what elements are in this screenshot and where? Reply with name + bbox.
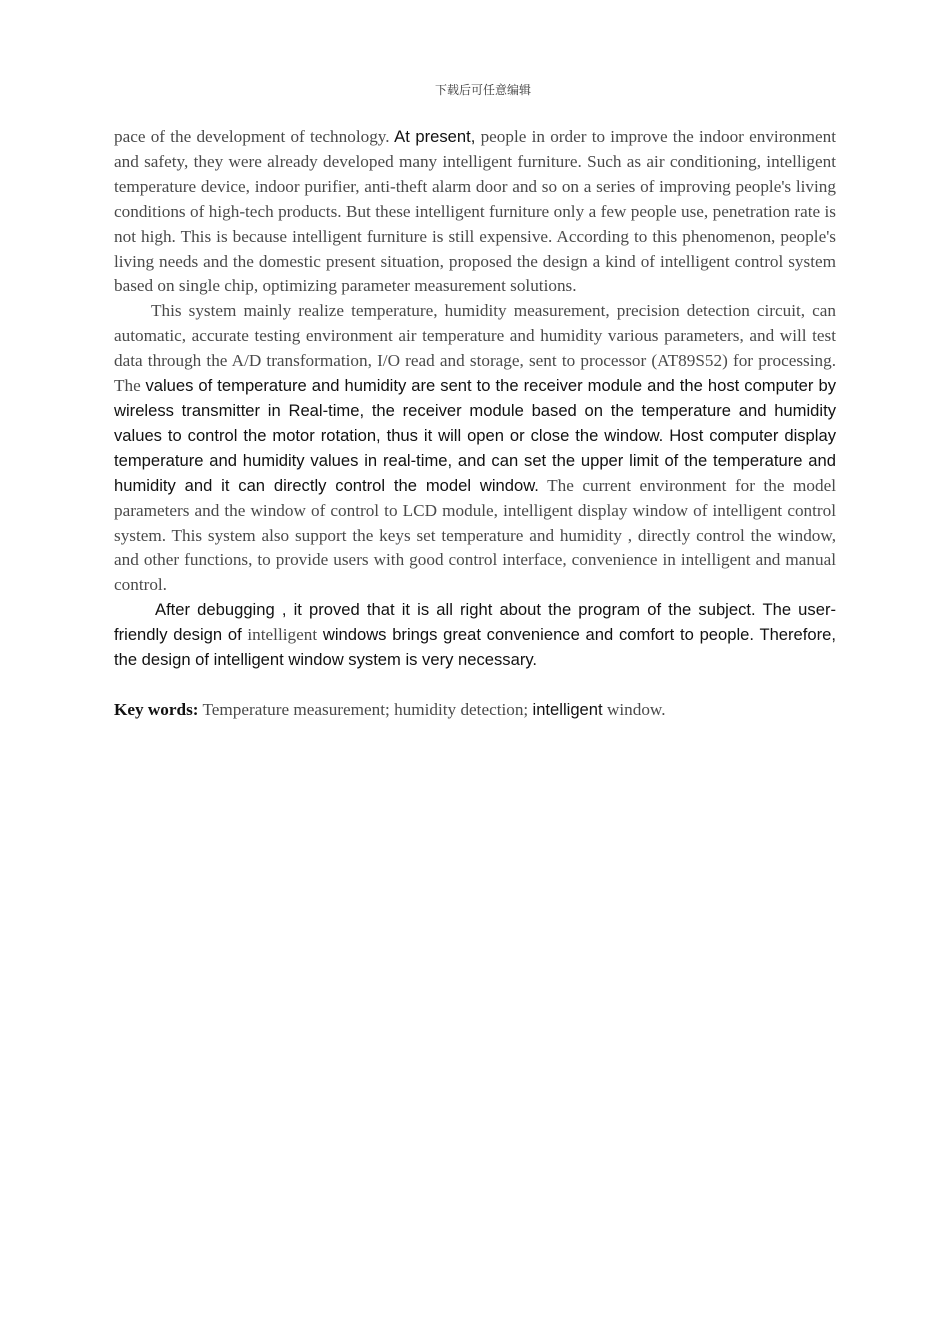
abstract-body: [114, 125, 836, 723]
paragraph-2-text-b: values of temperature and humidity are sent to the receiver module and the host computer by wireless transmitter in Real-time, the receiver module based on the temperature and humidity values to control the motor rotation, thus it will open or close the window. Host computer display temperature and humidity values in real-time, and can set the upper limit of the temperature and humidity and it can directly control the model window.: [114, 376, 836, 495]
paragraph-1: [114, 125, 836, 299]
paragraph-2: [114, 299, 836, 598]
paragraph-3-text-b: intelligent: [247, 625, 318, 645]
paragraph-3-text-a: After debugging , it proved that it is all right about the program of the subject. The user-friendly design of: [114, 600, 836, 645]
paragraph-1-text-c: people in order to improve the indoor environment and safety, they were already developed many intelligent furniture. Such as air conditioning, intelligent temperature device, indoor purifier, anti-theft alarm door and so on a series of improving people's living conditions of high-tech products. But these intelligent furniture only a few people use, penetration rate is not high. This is because intelligent furniture is still expensive. According to this phenomenon, people's living needs and the domestic present situation, proposed the design a kind of intelligent control system based on single chip, optimizing parameter measurement solutions.: [114, 127, 836, 296]
header-note: 下载后可任意编辑: [434, 83, 531, 97]
paragraph-2-text-c: The current environment for the model parameters and the window of control to LCD module, intelligent display window of intelligent control system. This system also support the keys set temperature and humidity , directly control the window, and other functions, to provide users with good control interface, convenience in intelligent and manual control.: [114, 475, 836, 595]
paragraph-2-text-a: This system mainly realize temperature, humidity measurement, precision detection circuit, can automatic, accurate testing environment air temperature and humidity various parameters, and will test data through the A/D transformation, I/O read and storage, sent to processor (AT89S52) for processing. The: [114, 301, 836, 396]
paragraph-3-text-c: windows brings great convenience and comfort to people. Therefore, the design of intelligent window system is very necessary.: [114, 625, 836, 670]
paragraph-1-text-b: At present,: [389, 127, 476, 146]
paragraph-1-text-a: pace of the development of technology.: [114, 127, 390, 146]
keywords-text-b: intelligent: [532, 699, 603, 719]
keywords-line: [114, 698, 836, 723]
keywords-text-c: window.: [602, 699, 666, 719]
keywords-label: Key words:: [114, 699, 199, 719]
paragraph-3: [114, 598, 836, 673]
keywords-text-a: Temperature measurement; humidity detection;: [198, 699, 533, 719]
